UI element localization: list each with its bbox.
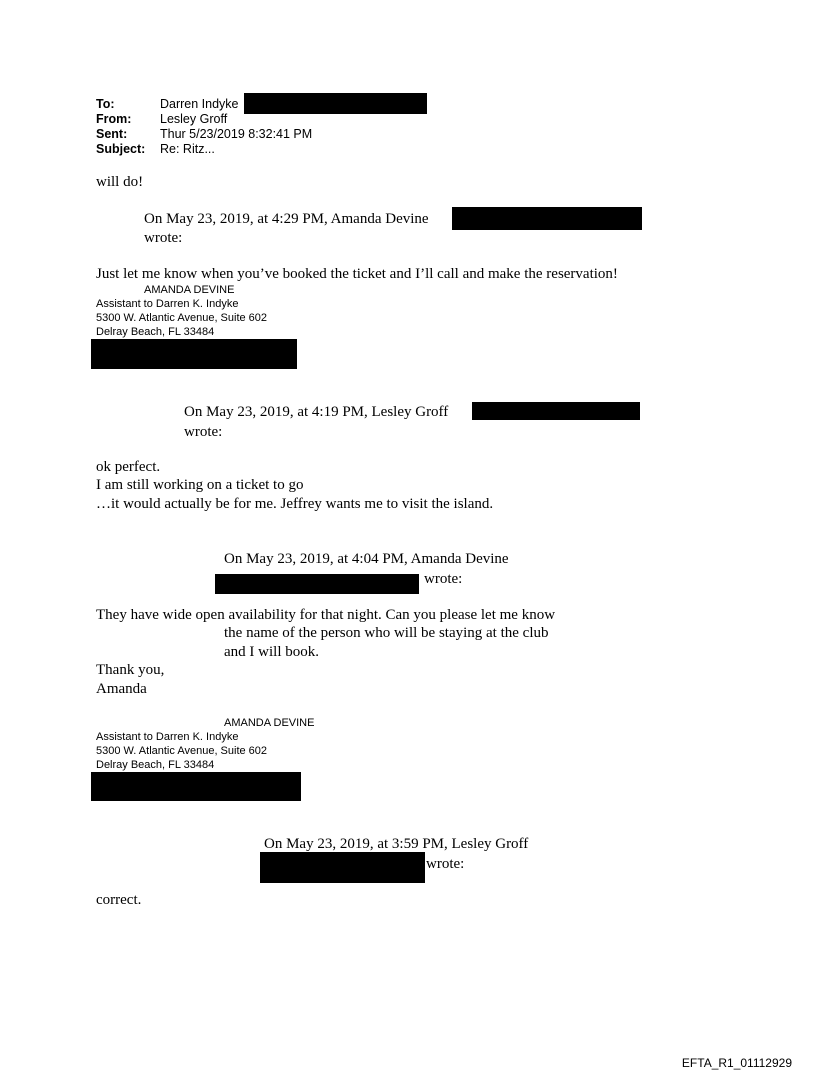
sent-value: Thur 5/23/2019 8:32:41 PM	[160, 127, 313, 141]
redaction-box	[91, 339, 297, 369]
quote3-thanks: Thank you,	[96, 662, 165, 678]
signature-title: Assistant to Darren K. Indyke	[96, 731, 239, 743]
quote3-body-line2: the name of the person who will be staying at the club	[224, 625, 549, 641]
signature-address1: 5300 W. Atlantic Avenue, Suite 602	[96, 745, 268, 757]
quote1-wrote: wrote:	[144, 230, 183, 246]
quote3-wrote: wrote:	[424, 571, 463, 587]
redaction-box	[260, 852, 425, 883]
quote4-wrote: wrote:	[426, 856, 465, 872]
to-value: Darren Indyke	[160, 97, 239, 111]
quote2-wrote: wrote:	[184, 424, 223, 440]
subject-value: Re: Ritz...	[160, 142, 215, 156]
signature-name: AMANDA DEVINE	[144, 284, 235, 296]
quote4-attribution: On May 23, 2019, at 3:59 PM, Lesley Groff	[264, 836, 529, 852]
redaction-box	[244, 93, 427, 114]
quote4-body: correct.	[96, 892, 142, 908]
quote3-body-line3: and I will book.	[224, 644, 319, 660]
redaction-box	[91, 772, 301, 801]
sent-label: Sent:	[96, 127, 128, 141]
quote1-body: Just let me know when you’ve booked the ticket and I’ll call and make the reservation!	[96, 266, 618, 282]
redaction-box	[472, 402, 640, 420]
document-id: EFTA_R1_01112929	[681, 1056, 792, 1070]
reply-body: will do!	[96, 174, 144, 190]
redaction-box	[452, 207, 642, 230]
subject-label: Subject:	[96, 142, 146, 156]
quote2-attribution: On May 23, 2019, at 4:19 PM, Lesley Groff	[184, 404, 449, 420]
signature-title: Assistant to Darren K. Indyke	[96, 298, 239, 310]
quote1-attribution: On May 23, 2019, at 4:29 PM, Amanda Devine	[144, 211, 429, 227]
signature-address2: Delray Beach, FL 33484	[96, 326, 215, 338]
quote2-body-line2: I am still working on a ticket to go	[96, 477, 304, 493]
from-value: Lesley Groff	[160, 112, 228, 126]
quote2-body-line3: …it would actually be for me. Jeffrey wants me to visit the island.	[96, 496, 494, 512]
quote3-attribution: On May 23, 2019, at 4:04 PM, Amanda Devine	[224, 551, 509, 567]
to-label: To:	[96, 97, 115, 111]
from-label: From:	[96, 112, 132, 126]
signature-name: AMANDA DEVINE	[224, 717, 315, 729]
redaction-box	[215, 574, 419, 594]
quote3-name: Amanda	[96, 681, 147, 697]
quote2-body-line1: ok perfect.	[96, 459, 161, 475]
signature-address2: Delray Beach, FL 33484	[96, 759, 215, 771]
signature-address1: 5300 W. Atlantic Avenue, Suite 602	[96, 312, 268, 324]
quote3-body-line1: They have wide open availability for that night. Can you please let me know	[96, 607, 556, 623]
